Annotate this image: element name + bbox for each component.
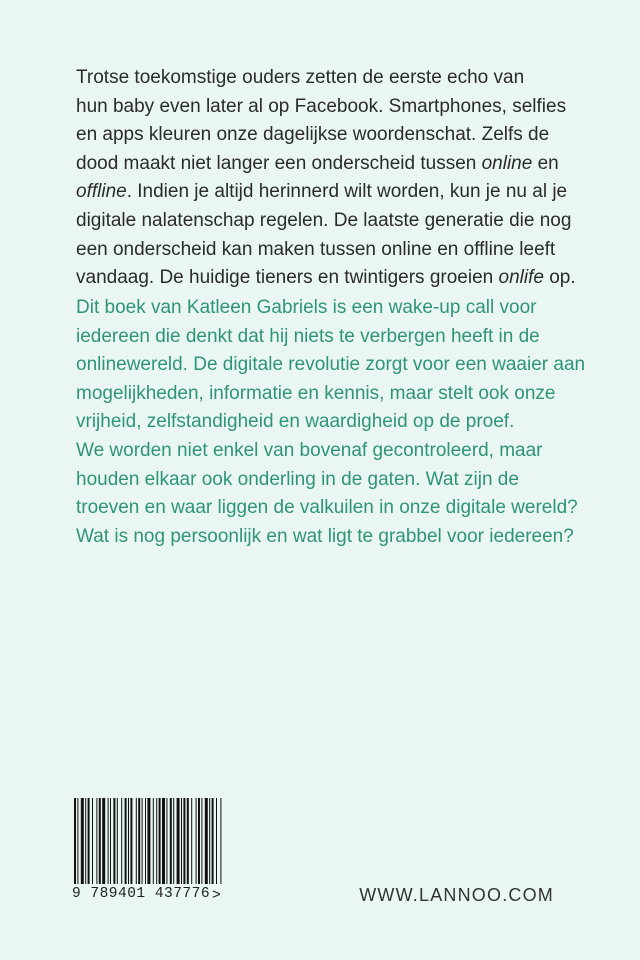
isbn-number: 9 789401 437776 [72, 886, 211, 902]
text-run: dood maakt niet langer een onderscheid tussen [76, 152, 482, 174]
text-line [76, 93, 576, 122]
text-run: onlinewereld. De digitale revolutie zorgt voor een waaier aan [76, 354, 586, 376]
text-run: Trotse toekomstige ouders zetten de eerste echo van [76, 67, 525, 88]
text-run: Dit boek van Katleen Gabriels is een wake-up call voor [76, 297, 537, 318]
text-line [76, 494, 576, 523]
publisher-url[interactable]: WWW.LANNOO.COM [359, 885, 554, 905]
barcode [72, 798, 224, 910]
italic-text: online [481, 152, 533, 174]
text-run: hun baby even later al op Facebook. Smartphones, selfies [76, 95, 567, 117]
text-line [76, 207, 576, 236]
text-run: mogelijkheden, informatie en kennis, maar stelt ook onze [76, 382, 556, 404]
intro-paragraph [76, 64, 576, 293]
text-line [76, 437, 576, 466]
text-run: op. [543, 267, 576, 289]
barcode-bars [72, 798, 224, 884]
text-run: een onderscheid kan maken tussen online en offline leeft [76, 238, 556, 260]
text-line [76, 121, 576, 150]
text-run: . Indien je altijd herinnerd wilt worden, kun je nu al je [126, 181, 568, 203]
text-line [76, 64, 576, 93]
text-run: iedereen die denkt dat hij niets te verbergen heeft in de [76, 325, 540, 347]
isbn-arrow: > [212, 886, 221, 903]
text-line [76, 178, 576, 207]
text-line [76, 380, 576, 409]
text-run: We worden niet enkel van bovenaf gecontroleerd, maar [76, 439, 543, 461]
text-run: en [532, 152, 559, 174]
italic-text: offline [76, 181, 127, 203]
text-line [76, 236, 576, 265]
text-line [76, 351, 586, 380]
text-line [76, 466, 576, 495]
text-line [76, 323, 576, 352]
italic-text: onlife [498, 267, 544, 289]
text-run: houden elkaar ook onderling in de gaten. Wat zijn de [76, 468, 519, 490]
text-run: troeven en waar liggen de valkuilen in onze digitale wereld? [76, 497, 578, 519]
text-run: Wat is nog persoonlijk en wat ligt te grabbel voor iedereen? [76, 525, 574, 547]
text-line [76, 264, 576, 293]
text-run: vrijheid, zelfstandigheid en waardigheid op de proef. [76, 411, 515, 433]
text-run: digitale nalatenschap regelen. De laatste generatie die nog [76, 209, 572, 231]
text-run: vandaag. De huidige tieners en twintigers groeien [76, 267, 499, 289]
text-line [76, 408, 576, 437]
pitch-paragraph [76, 294, 586, 551]
text-line [76, 150, 576, 179]
text-line [76, 523, 576, 552]
text-run: en apps kleuren onze dagelijkse woordenschat. Zelfs de [76, 124, 550, 146]
text-line [76, 294, 576, 323]
